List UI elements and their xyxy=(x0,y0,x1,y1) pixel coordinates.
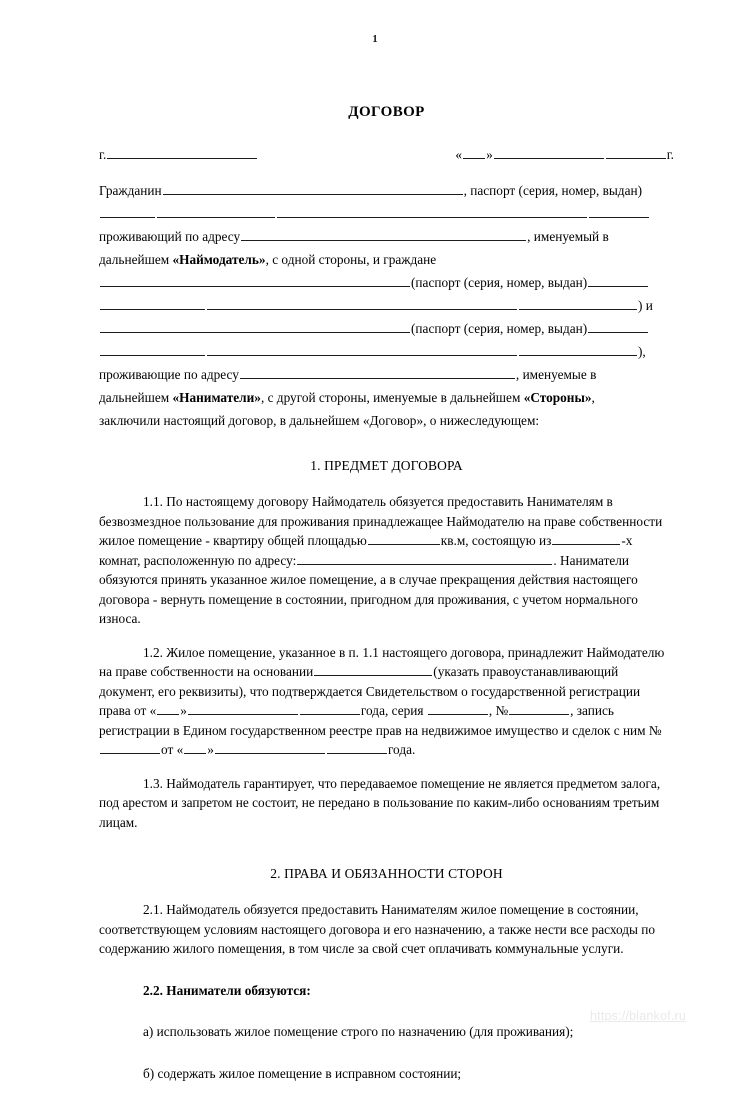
paragraph-2-1 xyxy=(99,900,674,959)
parties-term: «Стороны» xyxy=(523,390,592,405)
document-body xyxy=(99,104,674,1097)
egrp-day-blank[interactable] xyxy=(184,740,206,754)
city-field-group xyxy=(99,145,258,163)
header-row xyxy=(99,145,674,163)
paragraph-2-2-heading: 2.2. Наниматели обязуются: xyxy=(143,982,311,998)
landlord-address-line xyxy=(99,225,674,248)
landlord-term-line xyxy=(99,248,674,271)
reg-quote-open: « xyxy=(149,703,157,718)
p12-line5b: , запись регистрации в Едином государственном реестре прав на xyxy=(99,703,614,738)
p21-line3: нести все расходы по содержанию жилого помещения, в том числе за свой счет xyxy=(99,921,656,956)
named-in-singular: , именуемый в xyxy=(527,229,609,244)
p11-line3a: собственности жилое помещение - квартиру общей площадью xyxy=(99,513,663,548)
reg-month-blank[interactable] xyxy=(188,701,298,715)
document-title: ДОГОВОР xyxy=(348,104,425,120)
egrp-month-blank[interactable] xyxy=(215,740,325,754)
passport-number-blank[interactable] xyxy=(157,204,275,218)
p11-line3b: кв.м, состоящую xyxy=(440,533,536,548)
passport-series-blank[interactable] xyxy=(100,204,155,218)
landlord-address-blank[interactable] xyxy=(241,227,526,241)
p12-line2b: (указать xyxy=(433,664,480,679)
tenant1-name-blank[interactable] xyxy=(100,273,410,287)
tenant1-passport-number-blank[interactable] xyxy=(100,296,205,310)
egrp-quote-open: « xyxy=(176,742,184,757)
p11-line5: Наниматели обязуются принять указанное жилое помещение, а в случае прекращения xyxy=(99,552,630,587)
tenant2-name-line xyxy=(99,317,674,340)
tenant2-passport-number-blank[interactable] xyxy=(100,342,205,356)
further-landlord-pre: дальнейшем xyxy=(99,252,173,267)
landlord-term: «Наймодатель» xyxy=(172,252,266,267)
concluded-line: заключили настоящий договор, в дальнейшем «Договор», о нижеследующем: xyxy=(99,413,540,428)
tenant1-passport-series-blank[interactable] xyxy=(588,273,648,287)
egrp-quote-close: » xyxy=(207,742,214,757)
tenant1-passport-line xyxy=(99,294,674,317)
section-1-heading: 1. ПРЕДМЕТ ДОГОВОРА xyxy=(310,458,463,473)
date-field-group xyxy=(455,145,674,163)
reg-quote-close: » xyxy=(180,703,187,718)
p12-line4a: государственной регистрации права от xyxy=(99,683,641,718)
year-blank[interactable] xyxy=(606,145,666,159)
tenant1-name-line xyxy=(99,271,674,294)
section-2-heading: 2. ПРАВА И ОБЯЗАННОСТИ СТОРОН xyxy=(270,866,503,881)
tenants-address-blank[interactable] xyxy=(240,365,515,379)
citizen-name-blank[interactable] xyxy=(163,181,463,195)
p12-line6a: недвижимое имущество и сделок с ним № xyxy=(421,722,662,738)
clause-2-2-a: а) использовать жилое помещение строго по назначению (для проживания); xyxy=(143,1024,574,1039)
further-landlord-post: , с одной стороны, и граждане xyxy=(265,252,437,267)
tenant2-passport-series-blank[interactable] xyxy=(588,319,648,333)
p13-line1: 1.3. Наймодатель гарантирует, что передаваемое помещение не является предметом xyxy=(143,775,618,791)
named-in-plural: , именуемые в xyxy=(515,367,597,382)
tenant2-passport-line xyxy=(99,340,674,363)
object-address-blank[interactable] xyxy=(297,551,552,565)
month-blank[interactable] xyxy=(494,145,604,159)
p12-line1: 1.2. Жилое помещение, указанное в п. 1.1 настоящего договора, принадлежит xyxy=(143,644,584,660)
tenants-address-line xyxy=(99,363,674,386)
p21-line4: оплачивать коммунальные услуги. xyxy=(428,941,624,956)
further-tenants-pre: дальнейшем xyxy=(99,390,173,405)
egrp-year-blank[interactable] xyxy=(327,740,387,754)
p11-line2: безвозмездное пользование для проживания принадлежащее Наймодателю на праве xyxy=(99,513,576,529)
site-watermark: https://blankof.ru xyxy=(590,1009,687,1023)
p12-line2a: Наймодателю на праве собственности на основании xyxy=(99,644,665,679)
tenant1-passport-issued-blank[interactable] xyxy=(207,296,517,310)
citizen-label: Гражданин xyxy=(99,183,162,198)
tenants-term-line xyxy=(99,386,674,409)
tenant1-close-and: ) и xyxy=(638,298,653,313)
p12-line5a: , № xyxy=(488,703,509,718)
citizen-passport-blanks-line xyxy=(99,202,674,225)
tenant2-close-comma: ), xyxy=(638,344,646,359)
page-number: 1 xyxy=(372,33,378,45)
further-tenants-mid: , с другой стороны, именуемые в дальнейшем xyxy=(260,390,524,405)
p11-line6: действия настоящего договора - вернуть помещение в состоянии, пригодном для xyxy=(99,572,638,607)
tenant2-passport-extra-blank[interactable] xyxy=(519,342,637,356)
p21-line1: 2.1. Наймодатель обязуется предоставить Нанимателям жилое помещение в xyxy=(143,902,574,917)
day-blank[interactable] xyxy=(463,145,485,159)
city-label: г. xyxy=(99,147,107,162)
residing-singular-label: проживающий по адресу xyxy=(99,229,241,244)
date-quote-open: « xyxy=(455,147,463,162)
p11-line4c: . xyxy=(553,552,557,568)
passport-issued-blank[interactable] xyxy=(277,204,587,218)
p11-line1: 1.1. По настоящему договору Наймодатель обязуется предоставить Нанимателям в xyxy=(143,494,613,509)
p12-line4b: года, серия xyxy=(360,703,424,718)
area-blank[interactable] xyxy=(368,531,440,545)
egrp-number-blank[interactable] xyxy=(100,740,160,754)
citizen-line xyxy=(99,179,674,202)
p11-line4a: из xyxy=(538,533,552,548)
paragraph-1-1 xyxy=(99,492,674,629)
paragraph-1-3 xyxy=(99,774,674,833)
reg-year-blank[interactable] xyxy=(300,701,360,715)
tenant1-passport-paren: (паспорт (серия, номер, выдан) xyxy=(411,275,588,290)
reg-day-blank[interactable] xyxy=(157,701,179,715)
p12-line6c: года. xyxy=(387,742,416,757)
tenant2-passport-issued-blank[interactable] xyxy=(207,342,517,356)
tenant2-passport-paren: (паспорт (серия, номер, выдан) xyxy=(411,321,588,336)
tenant1-passport-extra-blank[interactable] xyxy=(519,296,637,310)
rooms-blank[interactable] xyxy=(552,531,620,545)
date-quote-close: » xyxy=(486,147,493,162)
clause-2-2-b: б) содержать жилое помещение в исправном состоянии; xyxy=(143,1065,462,1081)
parties-post: , xyxy=(591,390,595,405)
p13-line2: залога, под арестом и запретом не состоит, не передано в пользование по каким-либо xyxy=(99,775,661,810)
residing-plural-label: проживающие по адресу xyxy=(99,367,239,382)
tenants-term: «Наниматели» xyxy=(172,390,261,405)
p21-line2: состоянии, соответствующем условиям настоящего договора и его назначению, а также xyxy=(99,902,639,937)
paragraph-1-2 xyxy=(99,643,674,760)
p11-line7: проживания, с учетом нормального износа. xyxy=(99,591,638,626)
p12-line3: правоустанавливающий документ, его реквизиты), что подтверждается Свидетельством о xyxy=(99,664,619,699)
city-blank[interactable] xyxy=(107,145,257,159)
tenant2-name-blank[interactable] xyxy=(100,319,410,333)
cert-series-blank[interactable] xyxy=(428,701,488,715)
p12-line6b: от xyxy=(161,742,174,757)
cert-number-blank[interactable] xyxy=(509,701,569,715)
citizen-passport-note: , паспорт (серия, номер, выдан) xyxy=(463,183,643,198)
passport-extra-blank[interactable] xyxy=(589,204,649,218)
ownership-basis-blank[interactable] xyxy=(314,662,432,676)
p13-line3: основаниям третьим лицам. xyxy=(99,795,660,830)
p11-line4b: -х комнат, расположенную по адресу: xyxy=(99,533,633,568)
year-suffix: г. xyxy=(666,147,674,162)
